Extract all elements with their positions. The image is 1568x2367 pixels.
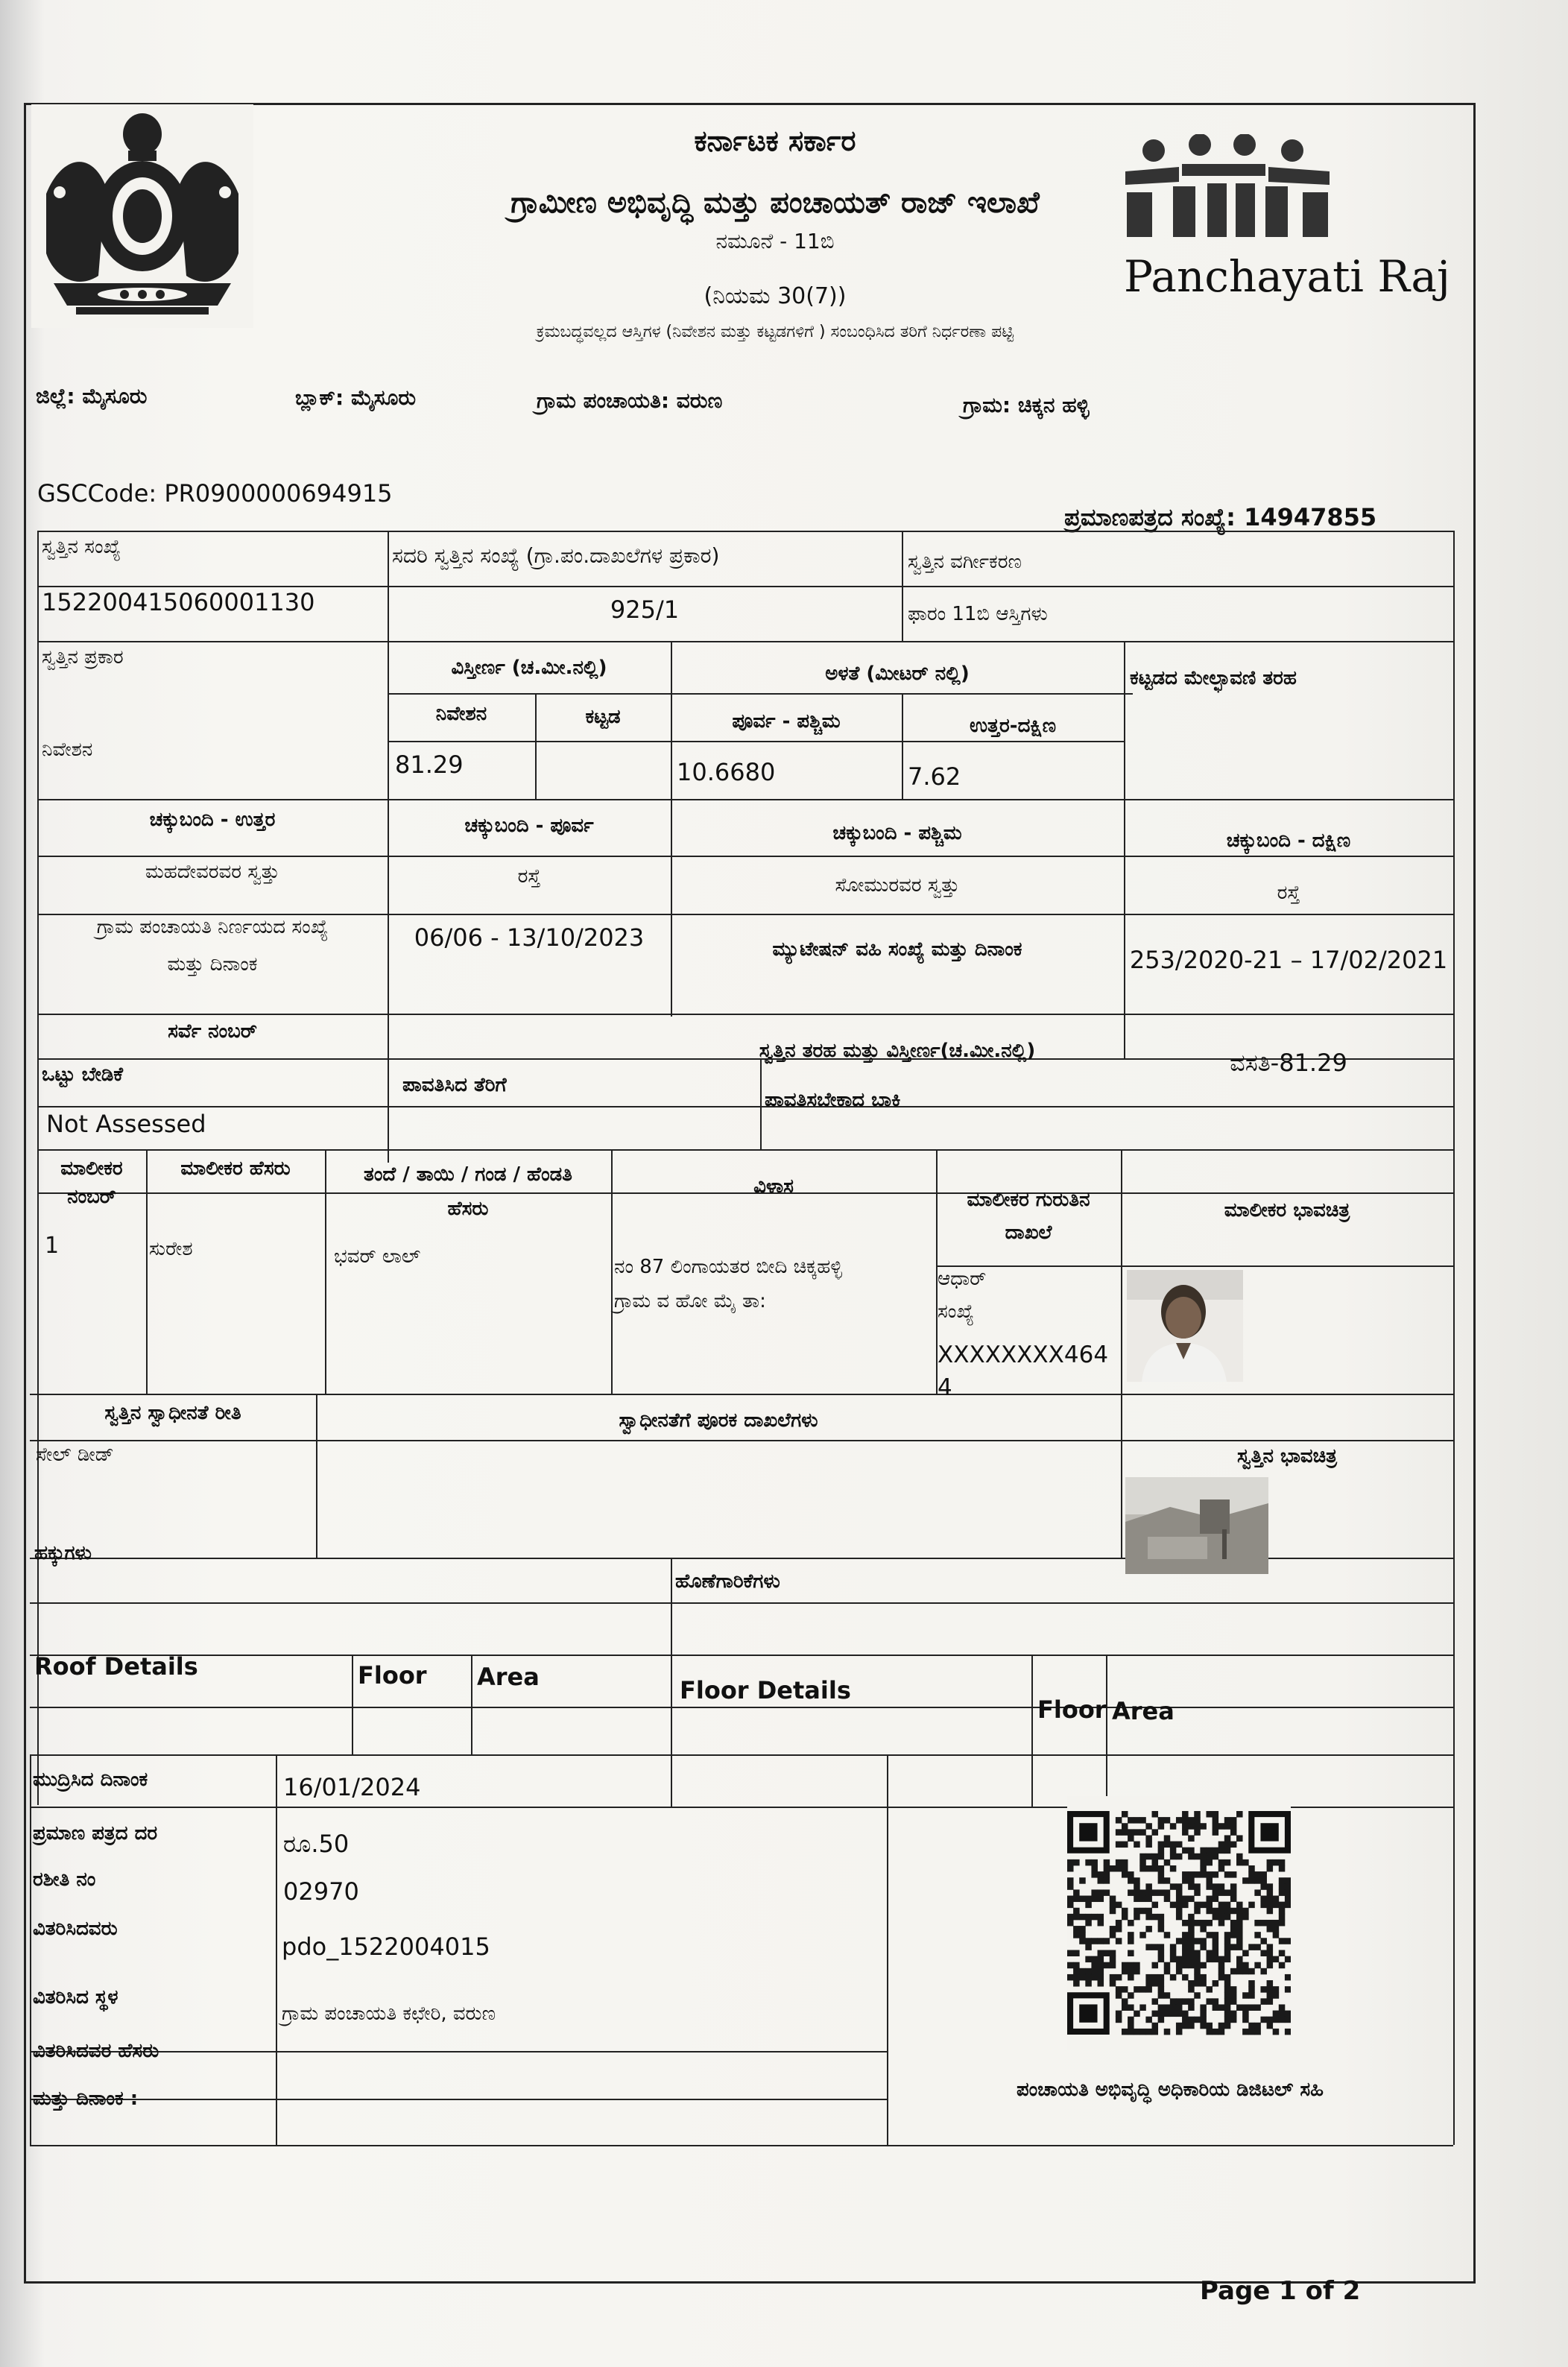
grid-line <box>936 1265 1453 1267</box>
boundary-south-label: ಚಕ್ಕುಬಂದಿ - ದಕ್ಷಿಣ <box>1226 829 1351 852</box>
property-photo <box>1125 1477 1268 1574</box>
receipt-value: 02970 <box>283 1877 359 1906</box>
fee-label: ಪ್ರಮಾಣ ಪತ್ರದ ದರ <box>33 1822 158 1845</box>
owner-id-line4: 4 <box>938 1374 952 1401</box>
owner-id-line2: ಸಂಖ್ಯೆ <box>938 1301 974 1323</box>
grid-line <box>30 1754 31 2145</box>
owner-address-line1: ನಂ 87 ಲಿಂಗಾಯತರ ಬೀದಿ ಚಿಕ್ಕಹಳ್ಳಿ <box>614 1256 843 1278</box>
gp-label: ಗ್ರಾಮ ಪಂಚಾಯತಿ: ವರುಣ <box>537 388 723 413</box>
district-label: ಜಿಲ್ಲೆ: ಮೈಸೂರು <box>36 384 148 408</box>
fee-value: ರೂ.50 <box>283 1830 350 1858</box>
grid-line <box>30 2145 1453 2146</box>
ownership-mode-label: ಸ್ವತ್ತಿನ ಸ್ವಾಧೀನತೆ ರೀತಿ <box>104 1402 241 1424</box>
grid-line <box>388 693 1133 695</box>
grid-line <box>471 1655 472 1754</box>
owner-address-header: ವಿಳಾಸ <box>753 1175 794 1198</box>
dept-title: ಗ್ರಾಮೀಣ ಅಭಿವೃದ್ಧಿ ಮತ್ತು ಪಂಚಾಯತ್ ರಾಜ್ ಇಲಾಖೆ <box>510 186 1040 220</box>
owner-name: ಸುರೇಶ <box>149 1238 193 1260</box>
boundary-east-value: ರಸ್ತೆ <box>517 865 541 888</box>
ownership-mode-value: ಸೇಲ್ ಡೀಡ್ <box>36 1444 114 1466</box>
issue-place-value: ಗ್ರಾಮ ಪಂಚಾಯತಿ ಕಛೇರಿ, ವರುಣ <box>282 2003 496 2025</box>
boundary-north-label: ಚಕ್ಕುಬಂದಿ - ಉತ್ತರ <box>149 809 276 831</box>
owner-no-header-line2: ನಂಬರ್ <box>67 1186 116 1208</box>
ownership-docs-label: ಸ್ವಾಧೀನತೆಗೆ ಪೂರಕ ದಾಖಲೆಗಳು <box>619 1409 818 1432</box>
grid-line <box>30 2099 887 2100</box>
receipt-label: ರಶೀತಿ ನಂ <box>33 1868 96 1891</box>
form-description: ಕ್ರಮಬದ್ಧವಲ್ಲದ ಆಸ್ತಿಗಳ (ನಿವೇಶನ ಮತ್ತು ಕಟ್ಟಡಗಳಿಗೆ ) ಸಂಬಂಧಿಸಿದ ತರಿಗೆ ನಿರ್ಧರಣಾ ಪಟ್ಟಿ <box>536 323 1014 341</box>
boundary-south-value: ರಸ್ತೆ <box>1277 882 1300 904</box>
grid-line <box>388 531 389 641</box>
owner-photo <box>1127 1270 1243 1382</box>
rule-number: (ನಿಯಮ 30(7)) <box>704 283 847 309</box>
owner-idproof-header: ಮಾಲೀಕರ ಗುರುತಿನ <box>967 1189 1090 1211</box>
property-id-label: ಸ್ವತ್ತಿನ ಸಂಖ್ಯೆ <box>42 536 121 558</box>
grid-line <box>37 856 1453 857</box>
decision-label-line2: ಮತ್ತು ದಿನಾಂಕ <box>167 953 258 976</box>
block-label: ಬ್ಲಾಕ್: ಮೈಸೂರು <box>295 385 417 410</box>
grid-line <box>388 741 1125 742</box>
property-type-label: ಸ್ವತ್ತಿನ ಪ್ರಕಾರ <box>42 646 124 669</box>
building-col-label: ಕಟ್ಟಡ <box>585 706 621 728</box>
grid-line <box>760 1058 762 1149</box>
gp-property-no-value: 925/1 <box>610 595 680 624</box>
grid-line <box>37 641 1453 642</box>
dimension-label: ಅಳತೆ (ಮೀಟರ್ ನಲ್ಲಿ) <box>825 663 970 685</box>
grid-line <box>30 1707 1453 1708</box>
rights-label: ಹಕ್ಕುಗಳು <box>34 1542 92 1564</box>
grid-line <box>30 1394 1453 1395</box>
boundary-north-value: ಮಹದೇವರವರ ಸ್ವತ್ತು <box>145 861 279 883</box>
floor-area-header: Area <box>1112 1697 1175 1725</box>
boundary-west-label: ಚಕ್ಕುಬಂದಿ - ಪಶ್ಚಿಮ <box>832 822 962 844</box>
total-demand-value: Not Assessed <box>46 1110 206 1138</box>
type-area-label: ಸ್ವತ್ತಿನ ತರಹ ಮತ್ತು ವಿಸ್ತೀರ್ಣ(ಚ.ಮೀ.ನಲ್ಲಿ) <box>759 1040 1036 1062</box>
issue-place-label: ವಿತರಿಸಿದ ಸ್ಥಳ <box>33 1986 118 2009</box>
grid-line <box>902 693 903 799</box>
decision-label-line1: ಗ್ರಾಮ ಪಂಚಾಯತಿ ನಿರ್ಣಯದ ಸಂಖ್ಯೆ <box>96 916 329 938</box>
east-west-label: ಪೂರ್ವ - ಪಶ್ಚಿಮ <box>732 710 841 733</box>
qr-code[interactable] <box>1067 1796 1291 2050</box>
owner-relative-header: ತಂದೆ / ತಾಯಿ / ಗಂಡ / ಹೆಂಡತಿ <box>364 1163 572 1186</box>
survey-label: ಸರ್ವೆ ನಂಬರ್ <box>168 1020 257 1043</box>
form-number: ನಮೂನೆ - 11ಬಿ <box>715 229 835 253</box>
issuer-label: ವಿತರಿಸಿದವರು <box>33 1918 118 1940</box>
roof-details-label: Roof Details <box>34 1652 198 1681</box>
gsc-code: GSCCode: PR0900000694915 <box>37 479 393 508</box>
east-west-value: 10.6680 <box>677 758 776 786</box>
floor-floor-header: Floor <box>1037 1696 1107 1724</box>
boundary-west-value: ಸೋಮುರವರ ಸ್ವತ್ತು <box>835 874 960 897</box>
floor-details-label: Floor Details <box>680 1676 851 1704</box>
owner-photo-header: ಮಾಲೀಕರ ಭಾವಚಿತ್ರ <box>1224 1199 1350 1222</box>
area-label: ವಿಸ್ತೀರ್ಣ (ಚ.ಮೀ.ನಲ್ಲಿ) <box>451 657 607 679</box>
north-south-value: 7.62 <box>908 762 961 791</box>
roof-area-header: Area <box>477 1663 540 1691</box>
grid-line <box>671 1558 672 1807</box>
mutation-value: 253/2020-21 – 17/02/2021 <box>1129 946 1448 974</box>
karnataka-emblem-icon <box>31 104 253 328</box>
roof-type-label: ಕಟ್ಟಡದ ಮೇಲ್ಛಾವಣಿ ತರಹ <box>1130 667 1297 689</box>
owner-idproof-header-line2: ದಾಖಲೆ <box>1005 1222 1052 1244</box>
grid-line <box>37 799 1453 800</box>
govt-title: ಕರ್ನಾಟಕ ಸರ್ಕಾರ <box>694 124 856 157</box>
owner-name-header: ಮಾಲೀಕರ ಹೆಸರು <box>180 1157 291 1180</box>
site-col-label: ನಿವೇಶನ <box>435 703 487 725</box>
grid-line <box>37 586 1453 587</box>
grid-line <box>146 1149 148 1394</box>
owner-id-line3: XXXXXXXX464 <box>938 1341 1109 1368</box>
receiver-name-label: ವಿತರಿಸಿದವರ ಹೆಸರು <box>33 2040 159 2062</box>
signature-caption: ಪಂಚಾಯತಿ ಅಭಿವೃದ್ಧಿ ಅಧಿಕಾರಿಯ ಡಿಜಿಟಲ್ ಸಹಿ <box>1016 2079 1324 2101</box>
gp-property-no-label: ಸದರಿ ಸ್ವತ್ತಿನ ಸಂಖ್ಯೆ (ಗ್ರಾ.ಪಂ.ದಾಖಲೆಗಳ ಪ್ರಕಾರ) <box>392 543 720 568</box>
certificate-number: ಪ್ರಮಾಣಪತ್ರದ ಸಂಖ್ಯೆ: 14947855 <box>1064 503 1377 531</box>
issuer-value: pdo_1522004015 <box>282 1933 490 1961</box>
grid-line <box>37 1149 1453 1151</box>
owner-relative: ಭವರ್ ಲಾಲ್ <box>334 1245 421 1268</box>
liabilities-label: ಹೊಣೆಗಾರಿಕೆಗಳು <box>675 1570 780 1593</box>
print-date-value: 16/01/2024 <box>283 1773 421 1801</box>
grid-line <box>352 1655 353 1754</box>
grid-line <box>276 1754 277 2145</box>
site-area-value: 81.29 <box>395 750 464 779</box>
classification-label: ಸ್ವತ್ತಿನ ವರ್ಗೀಕರಣ <box>908 551 1022 573</box>
classification-value: ಫಾರಂ 11ಬಿ ಆಸ್ತಿಗಳು <box>908 603 1048 625</box>
roof-floor-header: Floor <box>358 1661 427 1690</box>
property-photo-label: ಸ್ವತ್ತಿನ ಭಾವಚಿತ್ರ <box>1237 1445 1337 1467</box>
decision-value: 06/06 - 13/10/2023 <box>414 923 645 952</box>
receiver-date-label: ಮತ್ತು ದಿನಾಂಕ : <box>33 2088 139 2110</box>
grid-line <box>1106 1655 1107 1807</box>
tax-paid-label: ಪಾವತಿಸಿದ ತೆರಿಗೆ <box>402 1074 507 1096</box>
grid-line <box>1031 1655 1033 1807</box>
mutation-label: ಮ್ಯುಟೇಷನ್ ವಹಿ ಸಂಖ್ಯೆ ಮತ್ತು ದಿನಾಂಕ <box>772 938 1022 961</box>
grid-line <box>1453 531 1455 2145</box>
owner-id-line1: ಆಧಾರ್ <box>938 1268 987 1290</box>
type-area-value: ವಸತಿ-81.29 <box>1230 1049 1347 1077</box>
tax-due-label: ಪಾವತಿಸಬೇಕಾದ ಬಾಕಿ <box>765 1089 901 1111</box>
north-south-label: ಉತ್ತರ-ದಕ್ಷಿಣ <box>969 715 1057 737</box>
owner-relative-header-line2: ಹೆಸರು <box>447 1198 489 1220</box>
grid-line <box>37 531 1453 532</box>
property-id-value: 152200415060001130 <box>42 588 315 616</box>
grid-line <box>37 1106 1453 1107</box>
owner-no: 1 <box>45 1233 60 1259</box>
page-number: Page 1 of 2 <box>1200 2276 1361 2306</box>
grid-line <box>902 531 903 641</box>
total-demand-label: ಒಟ್ಟು ಬೇಡಿಕೆ <box>42 1064 124 1086</box>
property-type-value: ನಿವೇಶನ <box>42 739 93 761</box>
owner-no-header: ಮಾಲೀಕರ <box>60 1157 123 1180</box>
grid-line <box>30 1602 1453 1604</box>
grid-line <box>30 1655 1453 1656</box>
owner-address-line2: ಗ್ರಾಮ ವ ಹೋ ಮೈ ತಾ: <box>614 1290 766 1312</box>
grid-line <box>30 1754 1453 1756</box>
panchayati-raj-logo-text: Panchayati Raj <box>1124 251 1450 302</box>
print-date-label: ಮುದ್ರಿಸಿದ ದಿನಾಂಕ <box>33 1769 148 1791</box>
grid-line <box>30 1440 1453 1441</box>
village-label: ಗ್ರಾಮ: ಚಿಕ್ಕನ ಹಳ್ಳಿ <box>963 393 1090 417</box>
boundary-east-label: ಚಕ್ಕುಬಂದಿ - ಪೂರ್ವ <box>464 815 594 837</box>
grid-line <box>37 1014 1453 1015</box>
